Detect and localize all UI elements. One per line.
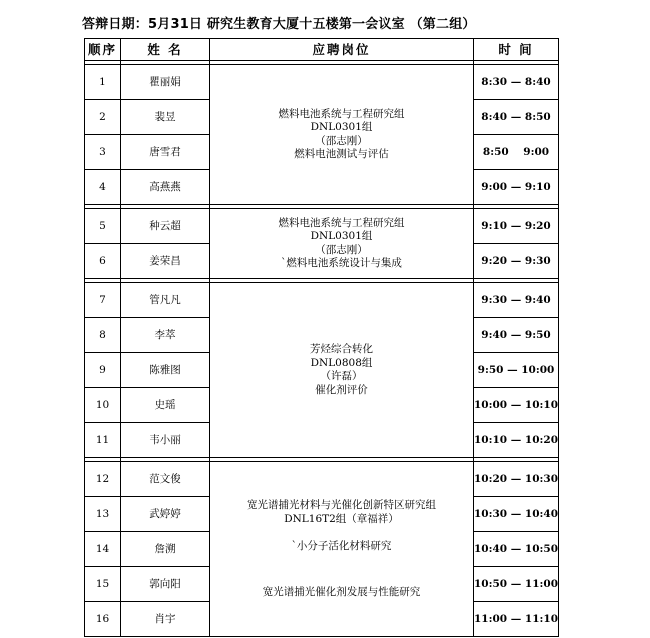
time-slot: 8:40 — 8:50 bbox=[474, 100, 559, 135]
row-number: 4 bbox=[85, 170, 121, 205]
position-topic: `燃料电池系统设计与集成 bbox=[281, 257, 402, 269]
candidate-name: 陈雅图 bbox=[121, 353, 210, 388]
time-slot: 10:00 — 10:10 bbox=[474, 388, 559, 423]
page-heading: 答辩日期：5月31日 研究生教育大厦十五楼第一会议室 （第二组） bbox=[82, 17, 476, 32]
time-slot: 9:50 — 10:00 bbox=[474, 353, 559, 388]
time-slot: 10:20 — 10:30 bbox=[474, 462, 559, 497]
time-slot: 9:30 — 9:40 bbox=[474, 283, 559, 318]
table-row bbox=[85, 209, 559, 244]
time-slot: 10:40 — 10:50 bbox=[474, 532, 559, 567]
row-number: 15 bbox=[85, 567, 121, 602]
position-title: 宽光谱捕光材料与光催化创新特区研究组 bbox=[247, 499, 436, 511]
row-number: 3 bbox=[85, 135, 121, 170]
position-group-3 bbox=[210, 283, 474, 458]
row-number: 7 bbox=[85, 283, 121, 318]
candidate-name: 韦小丽 bbox=[121, 423, 210, 458]
row-number: 5 bbox=[85, 209, 121, 244]
time-slot: 9:10 — 9:20 bbox=[474, 209, 559, 244]
candidate-name: 郭向阳 bbox=[121, 567, 210, 602]
row-number: 10 bbox=[85, 388, 121, 423]
position-topic: 催化剂评价 bbox=[315, 383, 368, 396]
time-slot: 9:40 — 9:50 bbox=[474, 318, 559, 353]
position-topic-2: 宽光谱捕光催化剂发展与性能研究 bbox=[262, 585, 421, 598]
row-number: 6 bbox=[85, 244, 121, 279]
candidate-name: 武婷婷 bbox=[121, 497, 210, 532]
row-number: 14 bbox=[85, 532, 121, 567]
time-slot: 9:20 — 9:30 bbox=[474, 244, 559, 279]
candidate-name: 李萃 bbox=[121, 318, 210, 353]
table-row bbox=[85, 462, 559, 497]
candidate-name: 裴昱 bbox=[121, 100, 210, 135]
row-number: 11 bbox=[85, 423, 121, 458]
header-position: 应聘岗位 bbox=[210, 39, 474, 61]
position-supervisor: （许磊） bbox=[320, 370, 363, 382]
candidate-name: 肖宇 bbox=[121, 602, 210, 637]
header-row bbox=[85, 39, 559, 61]
row-number: 12 bbox=[85, 462, 121, 497]
position-group-code: DNL0301组 bbox=[310, 230, 373, 242]
position-supervisor: （邵志刚） bbox=[315, 243, 368, 256]
candidate-name: 种云超 bbox=[121, 209, 210, 244]
position-group-2 bbox=[210, 209, 474, 279]
time-slot: 9:00 — 9:10 bbox=[474, 170, 559, 205]
candidate-name: 瞿丽娟 bbox=[121, 65, 210, 100]
candidate-name: 史瑶 bbox=[121, 388, 210, 423]
position-topic: 燃料电池测试与评估 bbox=[294, 148, 389, 160]
row-number: 9 bbox=[85, 353, 121, 388]
time-slot: 11:00 — 11:10 bbox=[474, 602, 559, 637]
row-number: 2 bbox=[85, 100, 121, 135]
candidate-name: 高燕燕 bbox=[121, 170, 210, 205]
position-title: 燃料电池系统与工程研究组 bbox=[278, 107, 405, 120]
position-topic: `小分子活化材料研究 bbox=[291, 540, 392, 552]
position-title: 燃料电池系统与工程研究组 bbox=[278, 216, 405, 229]
position-group-code: DNL16T2组（章福祥） bbox=[284, 512, 399, 525]
position-title: 芳烃综合转化 bbox=[310, 343, 373, 355]
row-number: 16 bbox=[85, 602, 121, 637]
position-group-1 bbox=[210, 65, 474, 205]
row-number: 8 bbox=[85, 318, 121, 353]
candidate-name: 管凡凡 bbox=[121, 283, 210, 318]
candidate-name: 范文俊 bbox=[121, 462, 210, 497]
position-group-code: DNL0301组 bbox=[310, 121, 373, 133]
header-order: 顺序 bbox=[85, 39, 121, 61]
header-name: 姓 名 bbox=[121, 39, 210, 61]
candidate-name: 姜荣昌 bbox=[121, 244, 210, 279]
row-number: 13 bbox=[85, 497, 121, 532]
time-slot: 10:10 — 10:20 bbox=[474, 423, 559, 458]
time-slot: 8:30 — 8:40 bbox=[474, 65, 559, 100]
table-row bbox=[85, 65, 559, 100]
time-slot: 10:50 — 11:00 bbox=[474, 567, 559, 602]
schedule-table bbox=[84, 38, 559, 637]
candidate-name: 詹溯 bbox=[121, 532, 210, 567]
time-slot: 10:30 — 10:40 bbox=[474, 497, 559, 532]
row-number: 1 bbox=[85, 65, 121, 100]
position-group-code: DNL0808组 bbox=[310, 356, 373, 369]
time-slot: 8:50 9:00 bbox=[474, 135, 559, 170]
candidate-name: 唐雪君 bbox=[121, 135, 210, 170]
table-row bbox=[85, 283, 559, 318]
position-group-4 bbox=[210, 462, 474, 637]
header-time: 时 间 bbox=[474, 39, 559, 61]
position-supervisor: （邵志刚） bbox=[315, 134, 368, 147]
